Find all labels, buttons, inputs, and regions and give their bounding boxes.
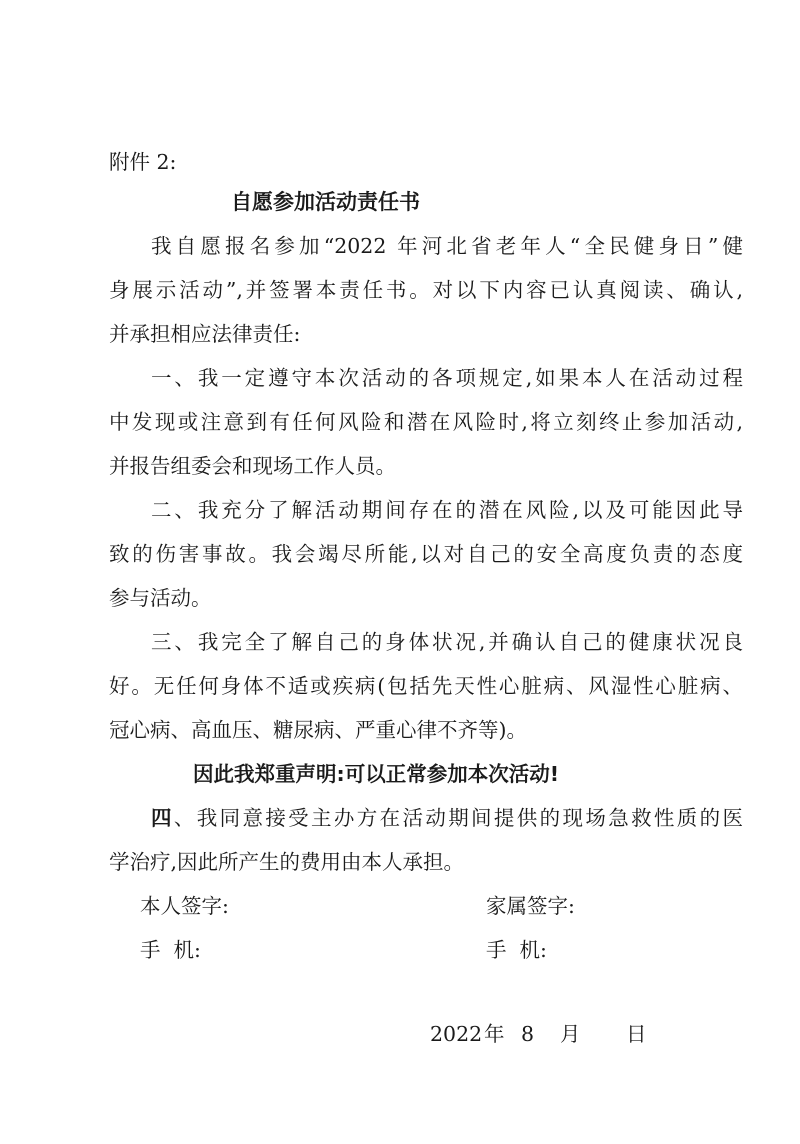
clause-4-line-1 <box>151 804 743 832</box>
date-year-char: 年 <box>484 1022 505 1046</box>
clause-3-line-1: 三、我完全了解自己的身体状况,并确认自己的健康状况良 <box>151 630 743 654</box>
family-signature-label: 家属签字: <box>486 894 575 918</box>
date-year: 2022 <box>430 1022 483 1046</box>
clause-2-line-3: 参与活动。 <box>109 586 212 610</box>
clause-1-line-1: 一、我一定遵守本次活动的各项规定,如果本人在活动过程 <box>151 366 743 390</box>
family-phone-label: 手 机: <box>486 938 547 962</box>
clause-3-line-2: 好。无任何身体不适或疾病(包括先天性心脏病、风湿性心脏病、 <box>109 674 743 698</box>
clause-3-line-3: 冠心病、高血压、糖尿病、严重心律不齐等)。 <box>109 718 527 742</box>
clause-1-line-2: 中发现或注意到有任何风险和潜在风险时,将立刻终止参加活动, <box>109 410 743 434</box>
attachment-label: 附件 2: <box>109 150 177 174</box>
intro-line-1: 我自愿报名参加“2022 年河北省老年人“全民健身日”健 <box>151 234 743 258</box>
intro-line-3: 并承担相应法律责任: <box>109 322 301 346</box>
clause-4-number: 四 <box>151 806 174 830</box>
self-phone-label: 手 机: <box>140 938 201 962</box>
clause-2-line-1: 二、我充分了解活动期间存在的潜在风险,以及可能因此导 <box>151 498 743 522</box>
date-month: 8 <box>521 1022 535 1046</box>
clause-4-line-2: 学治疗,因此所产生的费用由本人承担。 <box>109 850 465 874</box>
intro-line-2: 身展示活动”,并签署本责任书。对以下内容已认真阅读、确认, <box>109 278 743 302</box>
clause-1-line-3: 并报告组委会和现场工作人员。 <box>109 454 396 478</box>
document-title: 自愿参加活动责任书 <box>231 190 420 214</box>
self-signature-label: 本人签字: <box>140 894 229 918</box>
date-month-char: 月 <box>560 1022 581 1046</box>
clause-2-line-2: 致的伤害事故。我会竭尽所能,以对自己的安全高度负责的态度 <box>109 542 743 566</box>
date-day-char: 日 <box>626 1022 647 1046</box>
declaration: 因此我郑重声明:可以正常参加本次活动! <box>193 762 560 786</box>
clause-4-line-1-text: 、我同意接受主办方在活动期间提供的现场急救性质的医 <box>173 806 744 830</box>
